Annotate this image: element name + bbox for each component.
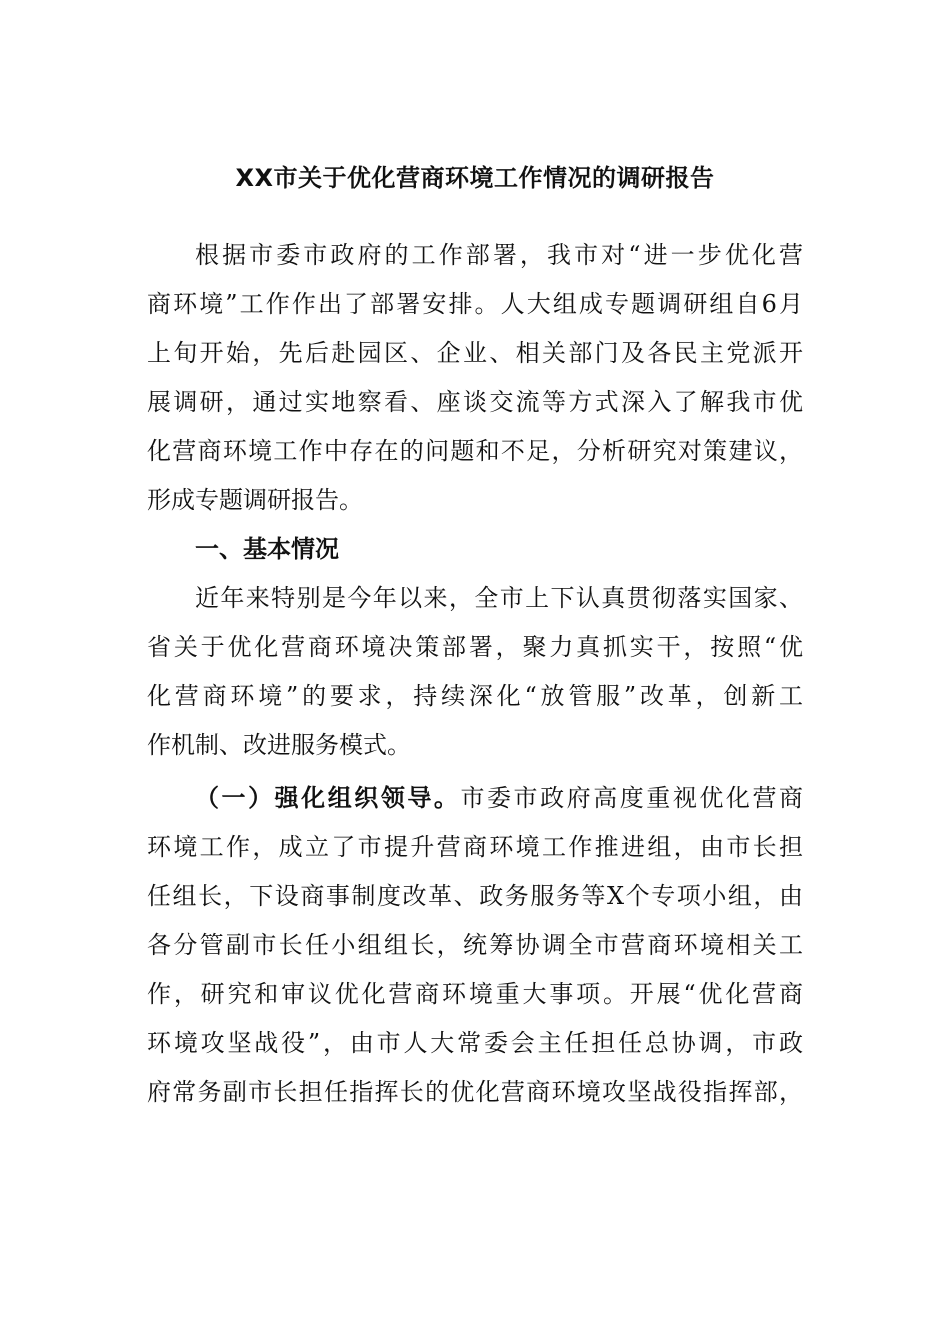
paragraph-line: 形成专题调研报告。	[147, 486, 363, 514]
paragraph-line: 根据市委市政府的工作部署，我市对“进一步优化营	[195, 241, 803, 269]
subsection-first-line-text: 市委市政府高度重视优化营商	[460, 784, 804, 812]
paragraph-line: 化营商环境”的要求，持续深化“放管服”改革，创新工	[147, 682, 803, 710]
paragraph-line: 环境攻坚战役”，由市人大常委会主任担任总协调，市政	[147, 1029, 803, 1057]
paragraph-line: 作，研究和审议优化营商环境重大事项。开展“优化营商	[147, 980, 803, 1008]
paragraph-line: 府常务副市长担任指挥长的优化营商环境攻坚战役指挥部，	[147, 1078, 803, 1106]
paragraph-line: 近年来特别是今年以来，全市上下认真贯彻落实国家、	[195, 584, 803, 612]
subsection-first-line	[195, 778, 803, 818]
paragraph-line: 省关于优化营商环境决策部署，聚力真抓实干，按照“优	[147, 633, 803, 661]
paragraph-line: 各分管副市长任小组组长，统筹协调全市营商环境相关工	[147, 931, 803, 959]
page-title: XX市关于优化营商环境工作情况的调研报告	[235, 164, 715, 192]
subsection-heading: （一）强化组织领导。	[195, 784, 461, 812]
paragraph-line: 作机制、改进服务模式。	[147, 731, 411, 759]
paragraph-line: 环境工作，成立了市提升营商环境工作推进组，由市长担	[147, 833, 803, 861]
paragraph-line: 任组长，下设商事制度改革、政务服务等X个专项小组，由	[147, 882, 803, 910]
paragraph-line: 上旬开始，先后赴园区、企业、相关部门及各民主党派开	[147, 339, 803, 367]
paragraph-line: 商环境”工作作出了部署安排。人大组成专题调研组自6月	[147, 290, 803, 318]
section-heading: 一、基本情况	[195, 535, 339, 563]
paragraph-line: 展调研，通过实地察看、座谈交流等方式深入了解我市优	[147, 388, 803, 416]
paragraph-line: 化营商环境工作中存在的问题和不足，分析研究对策建议，	[147, 437, 803, 465]
